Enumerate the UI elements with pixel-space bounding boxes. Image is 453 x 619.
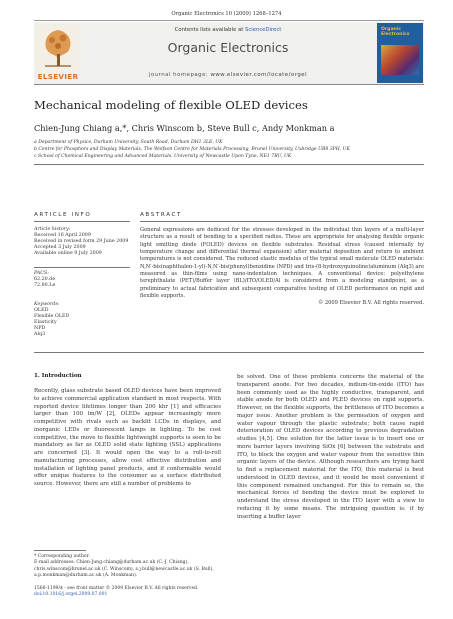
issn-line: 1566-1199/$ - see front matter © 2009 Elsevier B.V. All rights reserved. [34, 586, 199, 591]
intro-paragraph: Recently, glass substrate based OLED devices have been improved to achieve commercial application standard in most respects. With reported device lifetimes longer than 200 khr [1] and efficacies larger than 100 lm/W [2], OLEDs appear increasingly more competitive with rivals such as backlit LCDs in displays, and inorganic LEDs or fluorescent lamps in lighting. To be cost competitive, the move to flexible lightweight supports is seen to be mandatory as far as OLED solid state lighting (SSL) applications are concerned [3]. It would open the way to a roll-to-roll manufacturing processes, allow cost effective distribution and installation of lighting panel products, and if conformable would offer unique features to the consumer as a surface distributed source. However, there are still a number of problems to [34, 388, 221, 487]
keyword-item: NPD [34, 326, 46, 331]
footnote-rule [34, 550, 86, 551]
author-list: Chien-Jung Chiang a,*, Chris Winscom b, Steve Bull c, Andy Monkman a [34, 123, 335, 133]
banner-top-rule [34, 20, 424, 21]
article-history [34, 227, 130, 257]
contents-line [82, 27, 374, 33]
history-received: Received 16 April 2009 [34, 233, 91, 238]
affiliation-b: b Centre for Phosphors and Display Materials, The Wolfson Centre for Materials Processing, Brunel University, Uxbridge UB8 3PH, UK [34, 147, 350, 152]
intro-paragraph-continued: be solved. One of these problems concerns the material of the transparent anode. For two decades, indium-tin-oxide (ITO) has been commonly used as the highly conductive, transparent, and stable anode for both OLED and PLED devices on rigid supports. However, on the flexible supports, the brittleness of ITO becomes a major issue. Another problem is the permeation of oxygen and water vapour through the plastic substrate; both cause rapid deterioration of OLED devices according to previous degradation studies [4,5]. One solution for the latter issue is to insert one or more barrier layers involving SiOx [6] between the substrate and ITO, to block the oxygen and water vapour from the sensitive thin organic layers of the device. Although researchers are trying hard to find a replacement material for the ITO, this material is best understood in OLED devices, and it would be most convenient if this component remained unchanged. For this to remain so, the mechanical forces of bending the device must be explored to understand the stress developed in the ITO layer with a view to reducing it by some means. The intriguing question is: if by inserting a buffer layer [237, 374, 424, 520]
affiliation-c: c School of Chemical Engineering and Advanced Materials, University of Newcastle Upon Tyne, NE1 7RU, UK [34, 154, 292, 159]
cover-artwork [381, 45, 419, 75]
cover-title: Organic Electronics [381, 27, 410, 37]
article-info-heading: ARTICLE INFO [34, 212, 92, 218]
history-revised: Received in revised form 29 June 2009 [34, 239, 129, 244]
keywords-block [34, 302, 130, 338]
body-column-right [237, 374, 424, 521]
abstract-divider [34, 352, 424, 353]
banner-bottom-rule [34, 84, 424, 85]
abstract-body [140, 227, 424, 308]
elsevier-tree-logo [35, 24, 81, 70]
page-footer [34, 586, 234, 599]
sciencedirect-link[interactable]: ScienceDirect [244, 27, 282, 33]
keyword-item: Elasticity [34, 320, 57, 325]
homepage-prefix: journal homepage: [148, 72, 211, 78]
publisher-wordmark: ELSEVIER [37, 72, 79, 81]
journal-cover-image [377, 23, 423, 83]
pacs-code: 72.80.Le [34, 283, 56, 288]
email-addresses: E-mail addresses: Chien-Jung.chiang@durham.ac.uk (C.-J. Chiang), chris.winscom@brunel.ac.uk (C. Winscom), s.j.bull@newcastle.ac.uk (S. Bull), a.p.monkman@durham.ac.uk (A. Monkman). [34, 560, 214, 578]
history-online: Available online 9 July 2009 [34, 251, 102, 256]
article-info-rule [34, 221, 130, 222]
pacs-label: PACS: [34, 271, 49, 276]
section-heading-introduction: 1. Introduction [34, 373, 82, 379]
doi-link[interactable]: doi:10.1016/j.orgel.2009.07.001 [34, 592, 108, 598]
pacs-block [34, 271, 130, 289]
history-accepted: Accepted 3 July 2009 [34, 245, 86, 250]
body-column-left [34, 388, 221, 489]
homepage-link[interactable]: www.elsevier.com/locate/orgel [210, 72, 308, 78]
keyword-item: Alq3 [34, 332, 46, 337]
history-label: Article history: [34, 227, 71, 232]
abstract-copyright: © 2009 Elsevier B.V. All rights reserved. [318, 300, 424, 307]
header-divider [34, 164, 424, 165]
keyword-item: Flexible OLED [34, 314, 70, 319]
keywords-label: Keywords: [34, 302, 60, 307]
journal-title: Organic Electronics [167, 40, 289, 55]
footnote-block [34, 554, 221, 579]
paper-title: Mechanical modeling of flexible OLED devices [34, 98, 308, 112]
keyword-item: OLED [34, 308, 49, 313]
journal-homepage [82, 72, 374, 78]
contents-prefix: Contents lists available at [174, 27, 245, 33]
abstract-heading: ABSTRACT [140, 212, 183, 218]
abstract-rule [140, 221, 424, 222]
running-header: Organic Electronics 10 (2009) 1268–1274 [171, 11, 282, 17]
pacs-code: 62.20.de [34, 277, 56, 282]
history-rule [34, 267, 130, 268]
affiliation-a: a Department of Physics, Durham University, South Road, Durham DH1 3LE, UK [34, 140, 223, 145]
abstract-text: General expressions are deduced for the stresses developed in the individual thin layers of a multi-layer structure as a result of bending to a specified radius. These are appropriate for analysing flexible organic light emitting diode (FOLED) devices on flexible substrates. Residual stress (caused internally by temperature change and differential thermal expansion) after material deposition and return to ambient temperatures is not considered. The reduced elastic modulus of the typical small molecule OLED materials: N,N′-bis(naphthalen-1-yl)-N,N′-bis(phenyl)benzidine (NPD) and tris-(8-hydroxyquinoline)aluminum (Alq3) are measured as thin-films using nano-indentation techniques. A conventional device: polyethylene terephthalate (PET)/Buffer layer (BL)/ITO/OLED/Al is considered from a modeling standpoint, as a preliminary to actual fabrication and subsequent comparative testing of OLED performance on rigid and flexible supports. [140, 227, 424, 300]
corresponding-author-note: * Corresponding author. [34, 554, 90, 559]
